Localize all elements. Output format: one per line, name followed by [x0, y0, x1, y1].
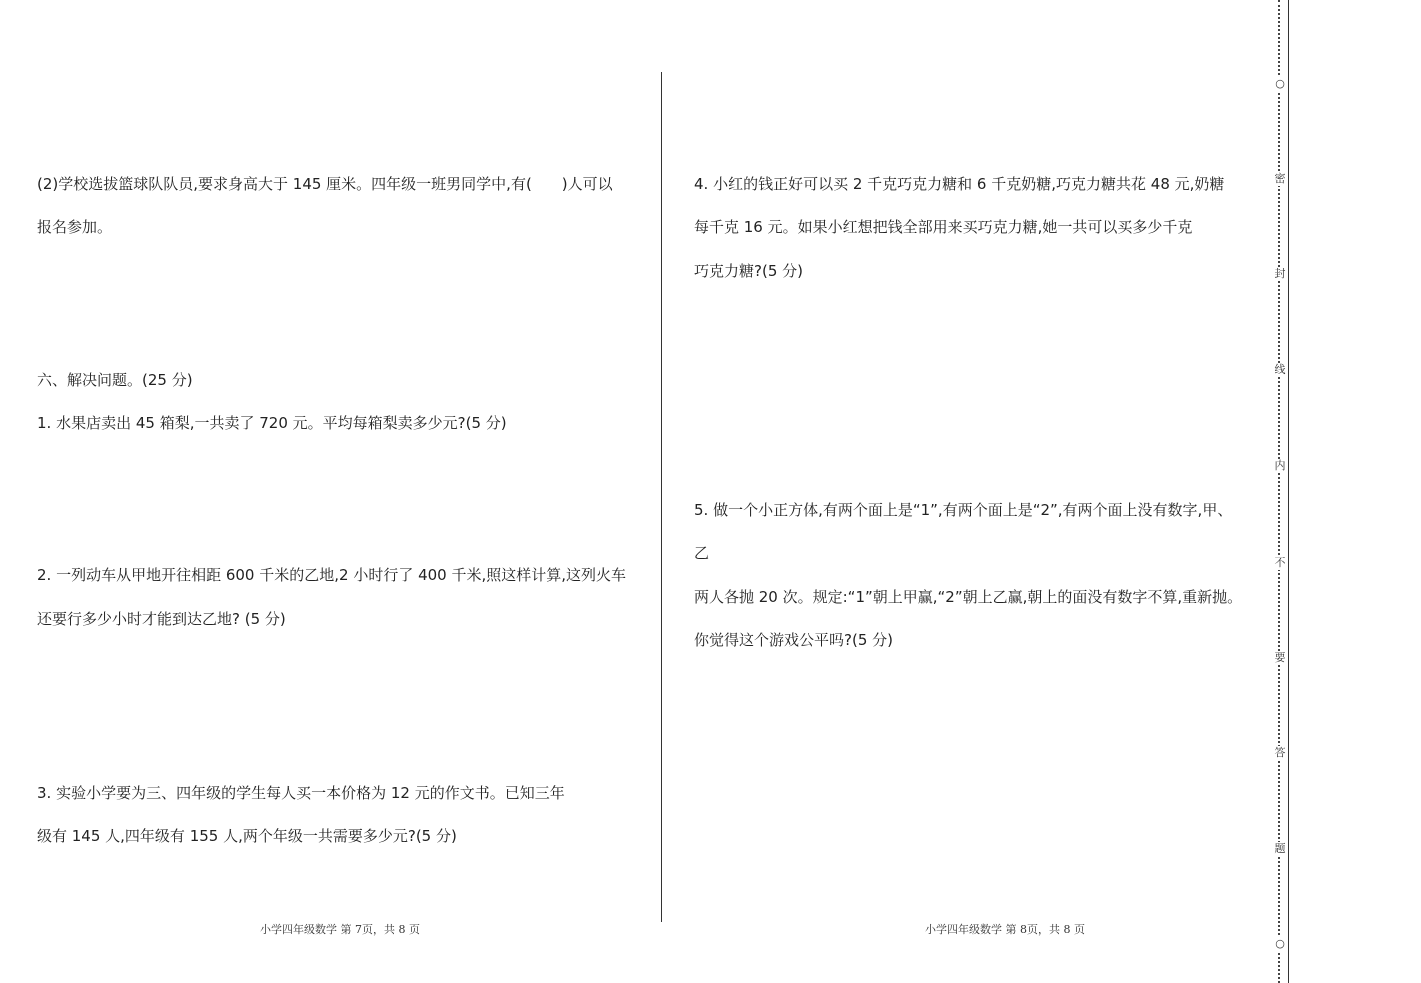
problem-4-line-2: 每千克 16 元。如果小红想把钱全部用来买巧克力糖,她一共可以买多少千克 — [694, 218, 1193, 236]
problem-4-line-3: 巧克力糖?(5 分) — [694, 262, 803, 280]
seal-dotted-line — [1278, 0, 1282, 983]
binding-char-ti: 题 — [1272, 842, 1288, 856]
problem-5-line-1: 5. 做一个小正方体,有两个面上是“1”,有两个面上是“2”,有两个面上没有数字,甲、 — [694, 501, 1233, 519]
problem-4-line-1: 4. 小红的钱正好可以买 2 千克巧克力糖和 6 千克奶糖,巧克力糖共花 48 元,奶糖 — [694, 175, 1225, 193]
question-5-2-line-2: 报名参加。 — [37, 218, 113, 236]
binding-char-bu: 不 — [1272, 556, 1288, 570]
problem-3-line-2: 级有 145 人,四年级有 155 人,两个年级一共需要多少元?(5 分) — [37, 827, 457, 845]
column-divider — [661, 72, 662, 922]
page-footer-right: 小学四年级数学 第 8页，共 8 页 — [925, 923, 1085, 936]
page-edge-line — [1288, 0, 1289, 983]
binding-char-da: 答 — [1272, 746, 1288, 760]
binding-char-yao: 要 — [1272, 651, 1288, 665]
problem-5-line-4: 你觉得这个游戏公平吗?(5 分) — [694, 631, 893, 649]
problem-2-line-1: 2. 一列动车从甲地开往相距 600 千米的乙地,2 小时行了 400 千米,照这样计算,这列火车 — [37, 566, 627, 584]
problem-2-line-2: 还要行多少小时才能到达乙地? (5 分) — [37, 610, 286, 628]
binding-char-feng: 封 — [1272, 267, 1288, 281]
problem-5-line-2: 乙 — [694, 544, 710, 562]
binding-char-nei: 内 — [1272, 459, 1288, 473]
binding-char-xian: 线 — [1272, 363, 1288, 377]
binding-margin — [1268, 0, 1292, 983]
binding-circle-bottom: ○ — [1272, 937, 1288, 951]
section-6-title: 六、解决问题。(25 分) — [37, 371, 193, 389]
binding-char-mi: 密 — [1272, 172, 1288, 186]
problem-1-line-1: 1. 水果店卖出 45 箱梨,一共卖了 720 元。平均每箱梨卖多少元?(5 分) — [37, 414, 507, 432]
page-footer-left: 小学四年级数学 第 7页，共 8 页 — [260, 923, 420, 936]
problem-3-line-1: 3. 实验小学要为三、四年级的学生每人买一本价格为 12 元的作文书。已知三年 — [37, 784, 565, 802]
problem-5-line-3: 两人各抛 20 次。规定:“1”朝上甲赢,“2”朝上乙赢,朝上的面没有数字不算,重新抛。 — [694, 588, 1243, 606]
binding-circle-top: ○ — [1272, 77, 1288, 91]
question-5-2-line-1: (2)学校选拔篮球队队员,要求身高大于 145 厘米。四年级一班男同学中,有( )人可以 — [37, 175, 613, 193]
